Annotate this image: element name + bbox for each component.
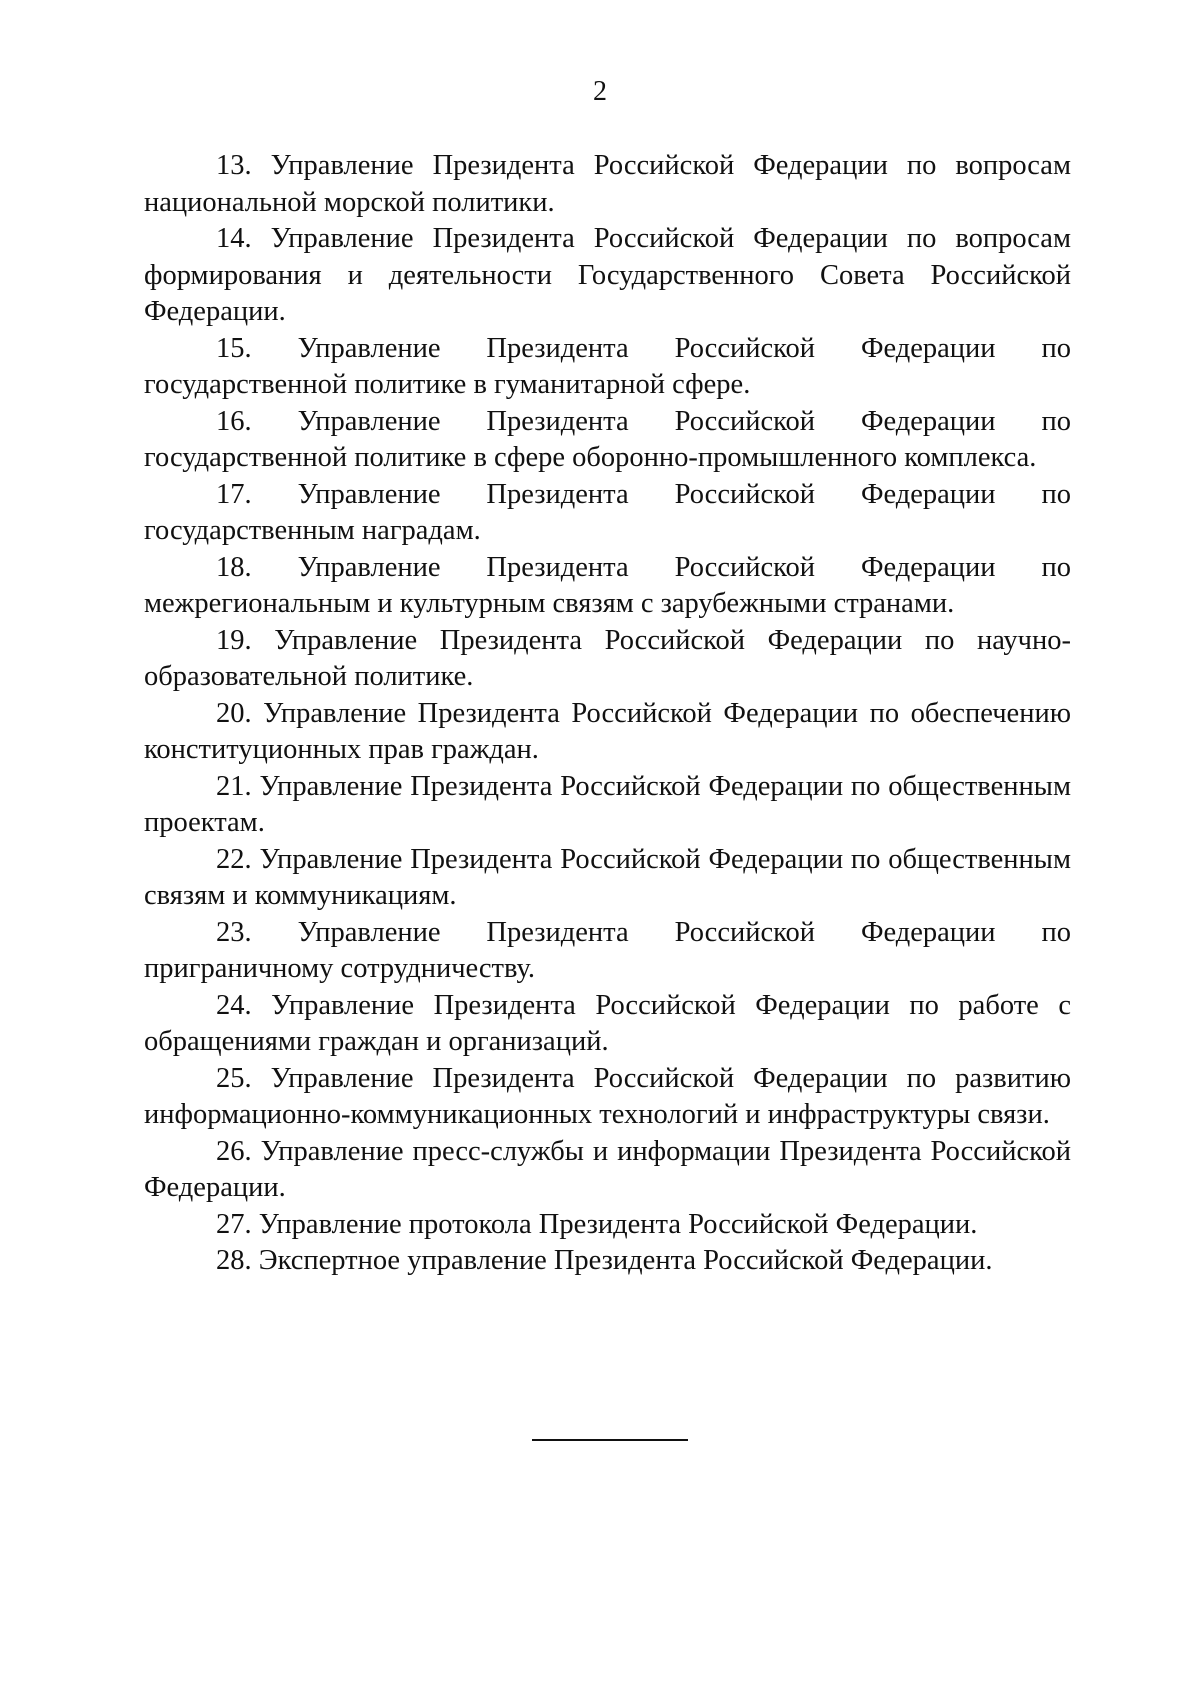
list-item: 24. Управление Президента Российской Федерации по работе с обращениями граждан и организаций. <box>144 989 1071 1057</box>
list-item: 16. Управление Президента Российской Федерации по государственной политике в сфере оборонно-промышленного комплекса. <box>144 405 1071 473</box>
list-item: 28. Экспертное управление Президента Российской Федерации. <box>216 1245 993 1276</box>
list-item: 22. Управление Президента Российской Федерации по общественным связям и коммуникациям. <box>144 843 1071 911</box>
list-item: 18. Управление Президента Российской Федерации по межрегиональным и культурным связям с зарубежными странами. <box>144 551 1071 619</box>
list-item: 25. Управление Президента Российской Федерации по развитию информационно-коммуникационных технологий и инфраструктуры связи. <box>144 1062 1071 1130</box>
list-item: 23. Управление Президента Российской Федерации по приграничному сотрудничеству. <box>144 916 1071 984</box>
departments-list <box>144 148 1071 1280</box>
list-item: 27. Управление протокола Президента Российской Федерации. <box>216 1208 978 1240</box>
list-item: 21. Управление Президента Российской Федерации по общественным проектам. <box>144 770 1071 838</box>
list-item: 20. Управление Президента Российской Федерации по обеспечению конституционных прав граждан. <box>144 697 1071 765</box>
list-item: 14. Управление Президента Российской Федерации по вопросам формирования и деятельности Государственного Совета Российской Федерации. <box>144 223 1071 327</box>
list-item: 17. Управление Президента Российской Федерации по государственным наградам. <box>144 478 1071 546</box>
list-item: 13. Управление Президента Российской Федерации по вопросам национальной морской политики. <box>144 150 1071 218</box>
end-separator-line <box>532 1439 688 1441</box>
page-number: 2 <box>593 76 607 107</box>
list-item: 15. Управление Президента Российской Федерации по государственной политике в гуманитарной сфере. <box>144 332 1071 400</box>
list-item: 26. Управление пресс-службы и информации Президента Российской Федерации. <box>144 1135 1071 1203</box>
list-item: 19. Управление Президента Российской Федерации по научно-образовательной политике. <box>144 624 1071 692</box>
